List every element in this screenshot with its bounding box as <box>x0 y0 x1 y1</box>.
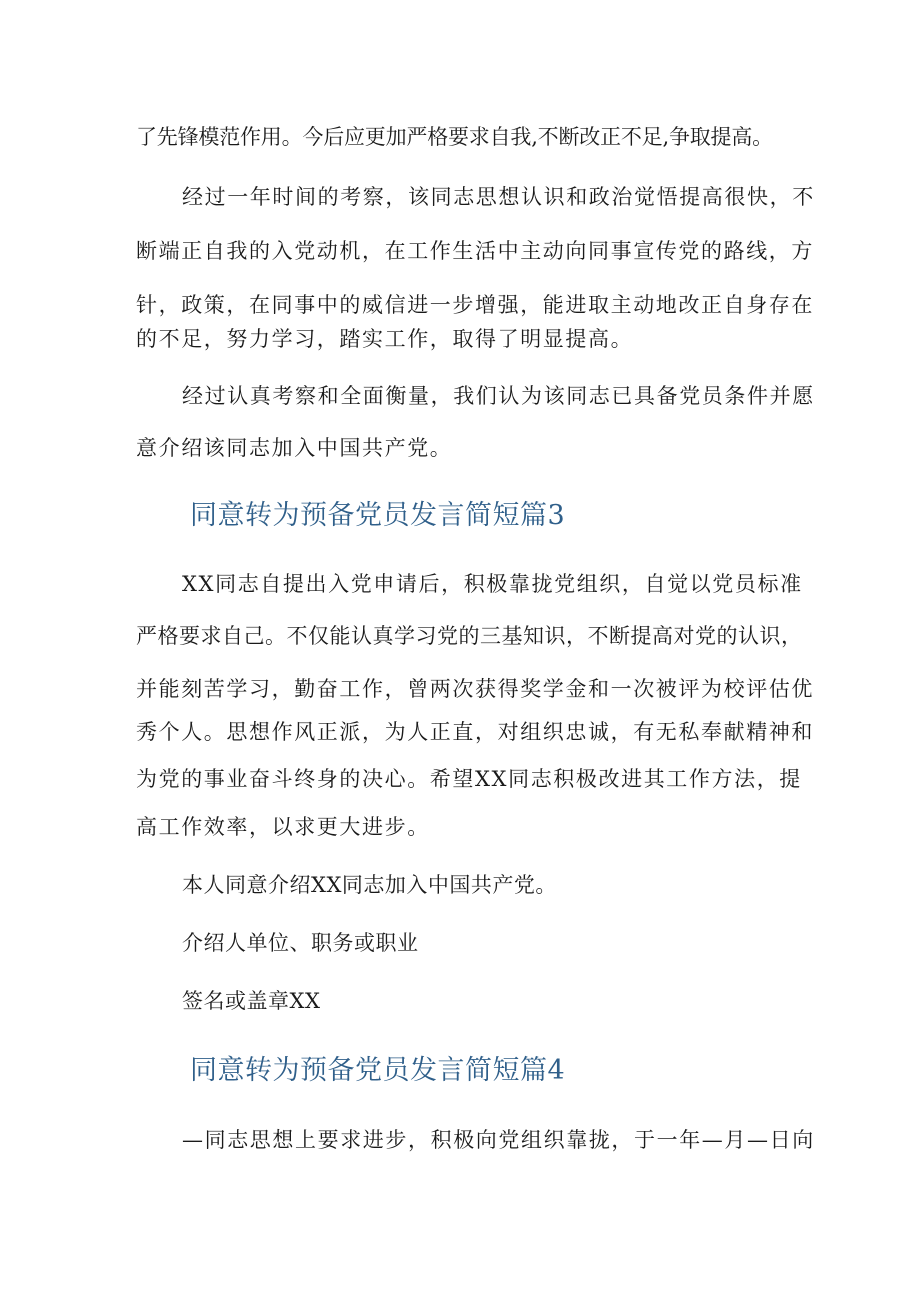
section-heading-3: 同意转为预备党员发言简短篇3 <box>190 500 566 531</box>
paragraph-4-line-2: 严格要求自己。不仅能认真学习党的三基知识，不断提高对党的认识， <box>136 624 803 648</box>
paragraph-5: 本人同意介绍XX同志加入中国共产党。 <box>182 873 557 897</box>
paragraph-2-line-1: 经过一年时间的考察，该同志思想认识和政治觉悟提高很快，不 <box>182 185 815 209</box>
paragraph-4-line-1: XX同志自提出入党申请后，积极靠拢党组织，自觉以党员标准 <box>182 572 803 596</box>
paragraph-4-line-6: 高工作效率，以求更大进步。 <box>136 815 430 839</box>
paragraph-2-line-3: 针，政策，在同事中的威信进一步增强，能进取主动地改正自身存在 <box>136 293 814 317</box>
paragraph-4-line-5: 为党的事业奋斗终身的决心。希望XX同志积极改进其工作方法，提 <box>136 767 802 791</box>
paragraph-6: 介绍人单位、职务或职业 <box>182 931 419 955</box>
paragraph-3-line-2: 意介绍该同志加入中国共产党。 <box>136 436 453 460</box>
paragraph-4-line-3: 并能刻苦学习，勤奋工作，曾两次获得奖学金和一次被评为校评估优 <box>136 677 814 701</box>
paragraph-3-line-1: 经过认真考察和全面衡量，我们认为该同志已具备党员条件并愿 <box>182 384 815 408</box>
paragraph-8-line-1: —同志思想上要求进步，积极向党组织靠拢，于一年—月—日向 <box>182 1128 815 1152</box>
section-heading-4: 同意转为预备党员发言简短篇4 <box>190 1055 566 1086</box>
paragraph-1-line-1: 了先锋模范作用。今后应更加严格要求自我,不断改正不足,争取提高。 <box>136 125 773 149</box>
paragraph-7: 签名或盖章XX <box>182 989 321 1013</box>
paragraph-2-line-4: 的不足，努力学习，踏实工作，取得了明显提高。 <box>136 327 634 351</box>
paragraph-4-line-4: 秀个人。思想作风正派，为人正直，对组织忠诚，有无私奉献精神和 <box>136 720 814 744</box>
paragraph-2-line-2: 断端正自我的入党动机，在工作生活中主动向同事宣传党的路线，方 <box>136 239 814 263</box>
